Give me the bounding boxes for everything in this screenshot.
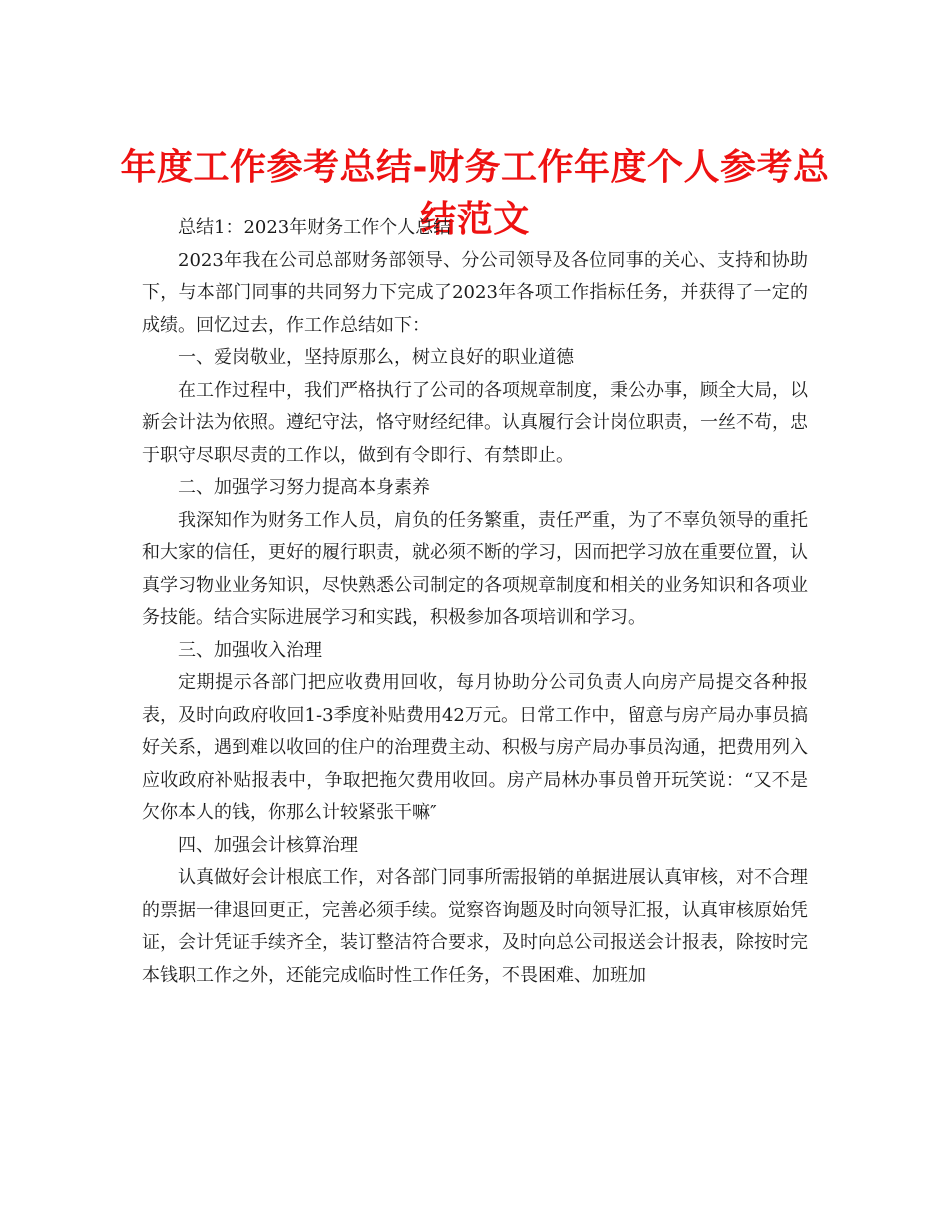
section-heading-3: 三、加强收入治理	[178, 639, 322, 661]
section-paragraph-3: 定期提示各部门把应收费用回收，每月协助分公司负责人向房产局提交各种报表，及时向政府收回1-3季度补贴费用42万元。日常工作中，留意与房产局办事员搞好关系，遇到难以收回的住户的治理费主动、积极与房产局办事员沟通，把费用列入应收政府补贴报表中，争取把拖欠费用收回。房产局林办事员曾开玩笑说：“又不是欠你本人的钱，你那么计较紧张干嘛″	[142, 672, 808, 823]
document-title: 年度工作参考总结-财务工作年度个人参考总结范文	[120, 147, 830, 241]
document-body	[142, 212, 808, 992]
section-heading-4: 四、加强会计核算治理	[178, 834, 358, 856]
section-heading-1: 一、爱岗敬业，坚持原那么，树立良好的职业道德	[178, 347, 574, 368]
section-paragraph-1: 在工作过程中，我们严格执行了公司的各项规章制度，秉公办事，顾全大局，以新会计法为依照。遵纪守法，恪守财经纪律。认真履行会计岗位职责，一丝不苟，忠于职守尽职尽责的工作以，做到有令即行、有禁即止。	[142, 379, 808, 466]
section-paragraph-2: 我深知作为财务工作人员，肩负的任务繁重，责任严重，为了不辜负领导的重托和大家的信任，更好的履行职责，就必须不断的学习，因而把学习放在重要位置，认真学习物业业务知识，尽快熟悉公司制定的各项规章制度和相关的业务知识和各项业务技能。结合实际进展学习和实践，积极参加各项培训和学习。	[142, 509, 808, 628]
intro-paragraph: 2023年我在公司总部财务部领导、分公司领导及各位同事的关心、支持和协助下，与本部门同事的共同努力下完成了2023年各项工作指标任务，并获得了一定的成绩。回忆过去，作工作总结如下：	[142, 249, 808, 336]
section-paragraph-4: 认真做好会计根底工作，对各部门同事所需报销的单据进展认真审核，对不合理的票据一律退回更正，完善必须手续。觉察咨询题及时向领导汇报，认真审核原始凭证，会计凭证手续齐全，装订整洁符合要求，及时向总公司报送会计报表，除按时完本钱职工作之外，还能完成临时性工作任务，不畏困难、加班加	[142, 867, 808, 986]
section-heading-2: 二、加强学习努力提高本身素养	[178, 477, 430, 498]
section-summary-heading: 总结1：2023年财务工作个人总结	[178, 217, 452, 238]
